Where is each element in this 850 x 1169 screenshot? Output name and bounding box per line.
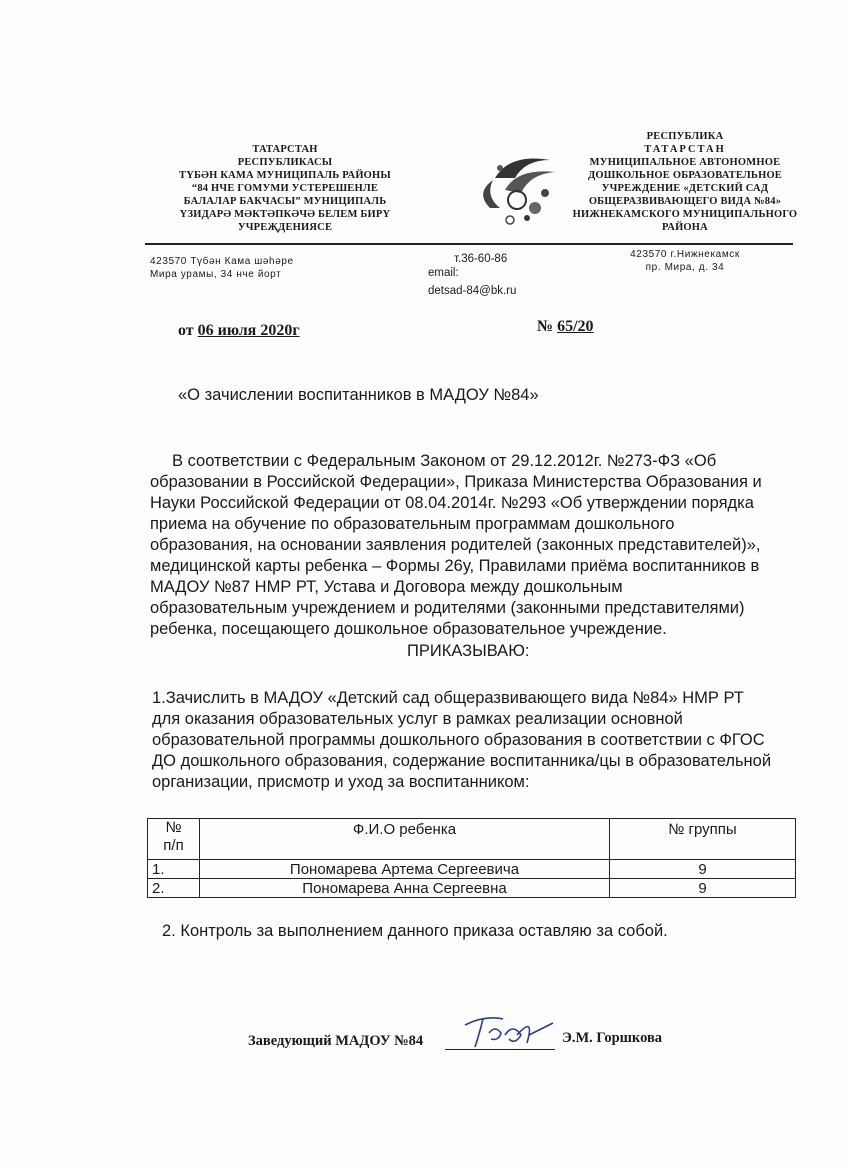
preamble-line: образовательным учреждением и родителями (законными представителями) bbox=[150, 599, 745, 617]
item-1 bbox=[152, 688, 812, 793]
col-number-header: № п/п bbox=[148, 819, 200, 860]
header-right bbox=[560, 130, 810, 234]
school-logo bbox=[455, 138, 565, 238]
header-right-line: ОБЩЕРАЗВИВАЮЩЕГО ВИДА №84» bbox=[588, 196, 782, 207]
handwritten-signature bbox=[455, 1005, 565, 1060]
header-left-line: УЧРЕҖДЕНИЯСЕ bbox=[237, 222, 333, 233]
order-date-prefix: от bbox=[178, 322, 198, 339]
right-address-line: 423570 г.Нижнекамск bbox=[630, 249, 740, 260]
email-address: detsad-84@bk.ru bbox=[428, 285, 517, 297]
left-address-line: 423570 Түбән Кама шәһәре bbox=[150, 256, 294, 267]
row-number: 2. bbox=[148, 879, 200, 898]
header-left-line: “84 НЧЕ ГОМУМИ УСТЕРЕШЕНЛЕ bbox=[191, 183, 379, 194]
col-name-header: Ф.И.О ребенка bbox=[200, 819, 610, 860]
contacts bbox=[428, 252, 516, 298]
order-date bbox=[178, 322, 300, 340]
group-number: 9 bbox=[610, 879, 796, 898]
table-row bbox=[148, 879, 796, 898]
child-name: Пономарева Артема Сергеевича bbox=[200, 860, 610, 879]
header-left-line: ТАТАРСТАН bbox=[252, 144, 318, 155]
row-number: 1. bbox=[148, 860, 200, 879]
item-1-line: образовательной программы дошкольного образования в соответствии с ФГОС bbox=[152, 731, 765, 749]
order-number bbox=[537, 318, 594, 336]
left-address-line: Мира урамы, 34 нче йорт bbox=[150, 269, 282, 280]
order-word: ПРИКАЗЫВАЮ: bbox=[407, 642, 530, 660]
item-1-line: для оказания образовательных услуг в рамках реализации основной bbox=[152, 710, 683, 728]
order-number-prefix: № bbox=[537, 318, 558, 335]
email-label: email: bbox=[428, 267, 459, 279]
header-right-line: НИЖНЕКАМСКОГО МУНИЦИПАЛЬНОГО bbox=[572, 209, 798, 220]
table-row bbox=[148, 860, 796, 879]
header-right-line: УЧРЕЖДЕНИЕ «ДЕТСКИЙ САД bbox=[601, 183, 769, 194]
header-right-line: РЕСПУБЛИКА bbox=[646, 131, 724, 142]
phone: т.36-60-86 bbox=[454, 253, 508, 265]
header-left-line: БАЛАЛАР БАКЧАСЫ” МУНИЦИПАЛЬ bbox=[183, 196, 387, 207]
header-right-line: ТАТАРСТАН bbox=[644, 144, 726, 155]
header-right-line: МУНИЦИПАЛЬНОЕ АВТОНОМНОЕ bbox=[589, 157, 781, 168]
header-left bbox=[160, 143, 410, 234]
signature-name: Э.М. Горшкова bbox=[562, 1030, 663, 1046]
signature-position: Заведующий МАДОУ №84 bbox=[248, 1033, 424, 1049]
preamble bbox=[150, 451, 810, 640]
preamble-line: образовании в Российской Федерации», Приказа Министерства Образования и bbox=[150, 473, 762, 491]
preamble-line: ребенка, посещающего дошкольное образовательное учреждение. bbox=[150, 620, 667, 638]
order-title: «О зачислении воспитанников в МАДОУ №84» bbox=[178, 386, 539, 404]
right-address-line: пр. Мира, д. 34 bbox=[645, 262, 725, 273]
group-number: 9 bbox=[610, 860, 796, 879]
child-name: Пономарева Анна Сергеевна bbox=[200, 879, 610, 898]
order-date-value: 06 июля 2020г bbox=[197, 322, 300, 339]
preamble-line: МАДОУ №87 НМР РТ, Устава и Договора между дошкольным bbox=[150, 578, 623, 596]
order-number-value: 65/20 bbox=[557, 318, 594, 335]
item-1-line: 1.Зачислить в МАДОУ «Детский сад общеразвивающего вида №84» НМР РТ bbox=[152, 689, 744, 707]
preamble-line: Науки Российской Федерации от 08.04.2014г. №293 «Об утверждении порядка bbox=[150, 494, 754, 512]
header-left-line: РЕСПУБЛИКАСЫ bbox=[237, 157, 333, 168]
item-1-line: ДО дошкольного образования, содержание воспитанника/цы в образовательной bbox=[152, 752, 772, 770]
item-1-line: организации, присмотр и уход за воспитанником: bbox=[152, 773, 530, 791]
preamble-line: В соответствии с Федеральным Законом от 29.12.2012г. №273-ФЗ «Об bbox=[172, 452, 717, 470]
table-header-row bbox=[148, 819, 796, 860]
header-right-line: РАЙОНА bbox=[662, 222, 708, 233]
header-divider bbox=[145, 243, 793, 245]
right-address bbox=[620, 248, 750, 274]
item-2: 2. Контроль за выполнением данного приказа оставляю за собой. bbox=[162, 922, 668, 940]
header-left-line: ҮЗИДАРӘ МӘКТӘПКӘЧӘ БЕЛЕМ БИРҮ bbox=[179, 209, 391, 220]
preamble-line: образования, на основании заявления родителей (законных представителей)», bbox=[150, 536, 761, 554]
header-left-line: ТҮБӘН КАМА МУНИЦИПАЛЬ РАЙОНЫ bbox=[179, 170, 391, 181]
children-table bbox=[147, 818, 796, 898]
left-address bbox=[150, 255, 294, 281]
preamble-line: приема на обучение по образовательным программам дошкольного bbox=[150, 515, 675, 533]
preamble-line: медицинской карты ребенка – Формы 26у, Правилами приёма воспитанников в bbox=[150, 557, 760, 575]
header-right-line: ДОШКОЛЬНОЕ ОБРАЗОВАТЕЛЬНОЕ bbox=[587, 170, 783, 181]
col-group-header: № группы bbox=[610, 819, 796, 860]
